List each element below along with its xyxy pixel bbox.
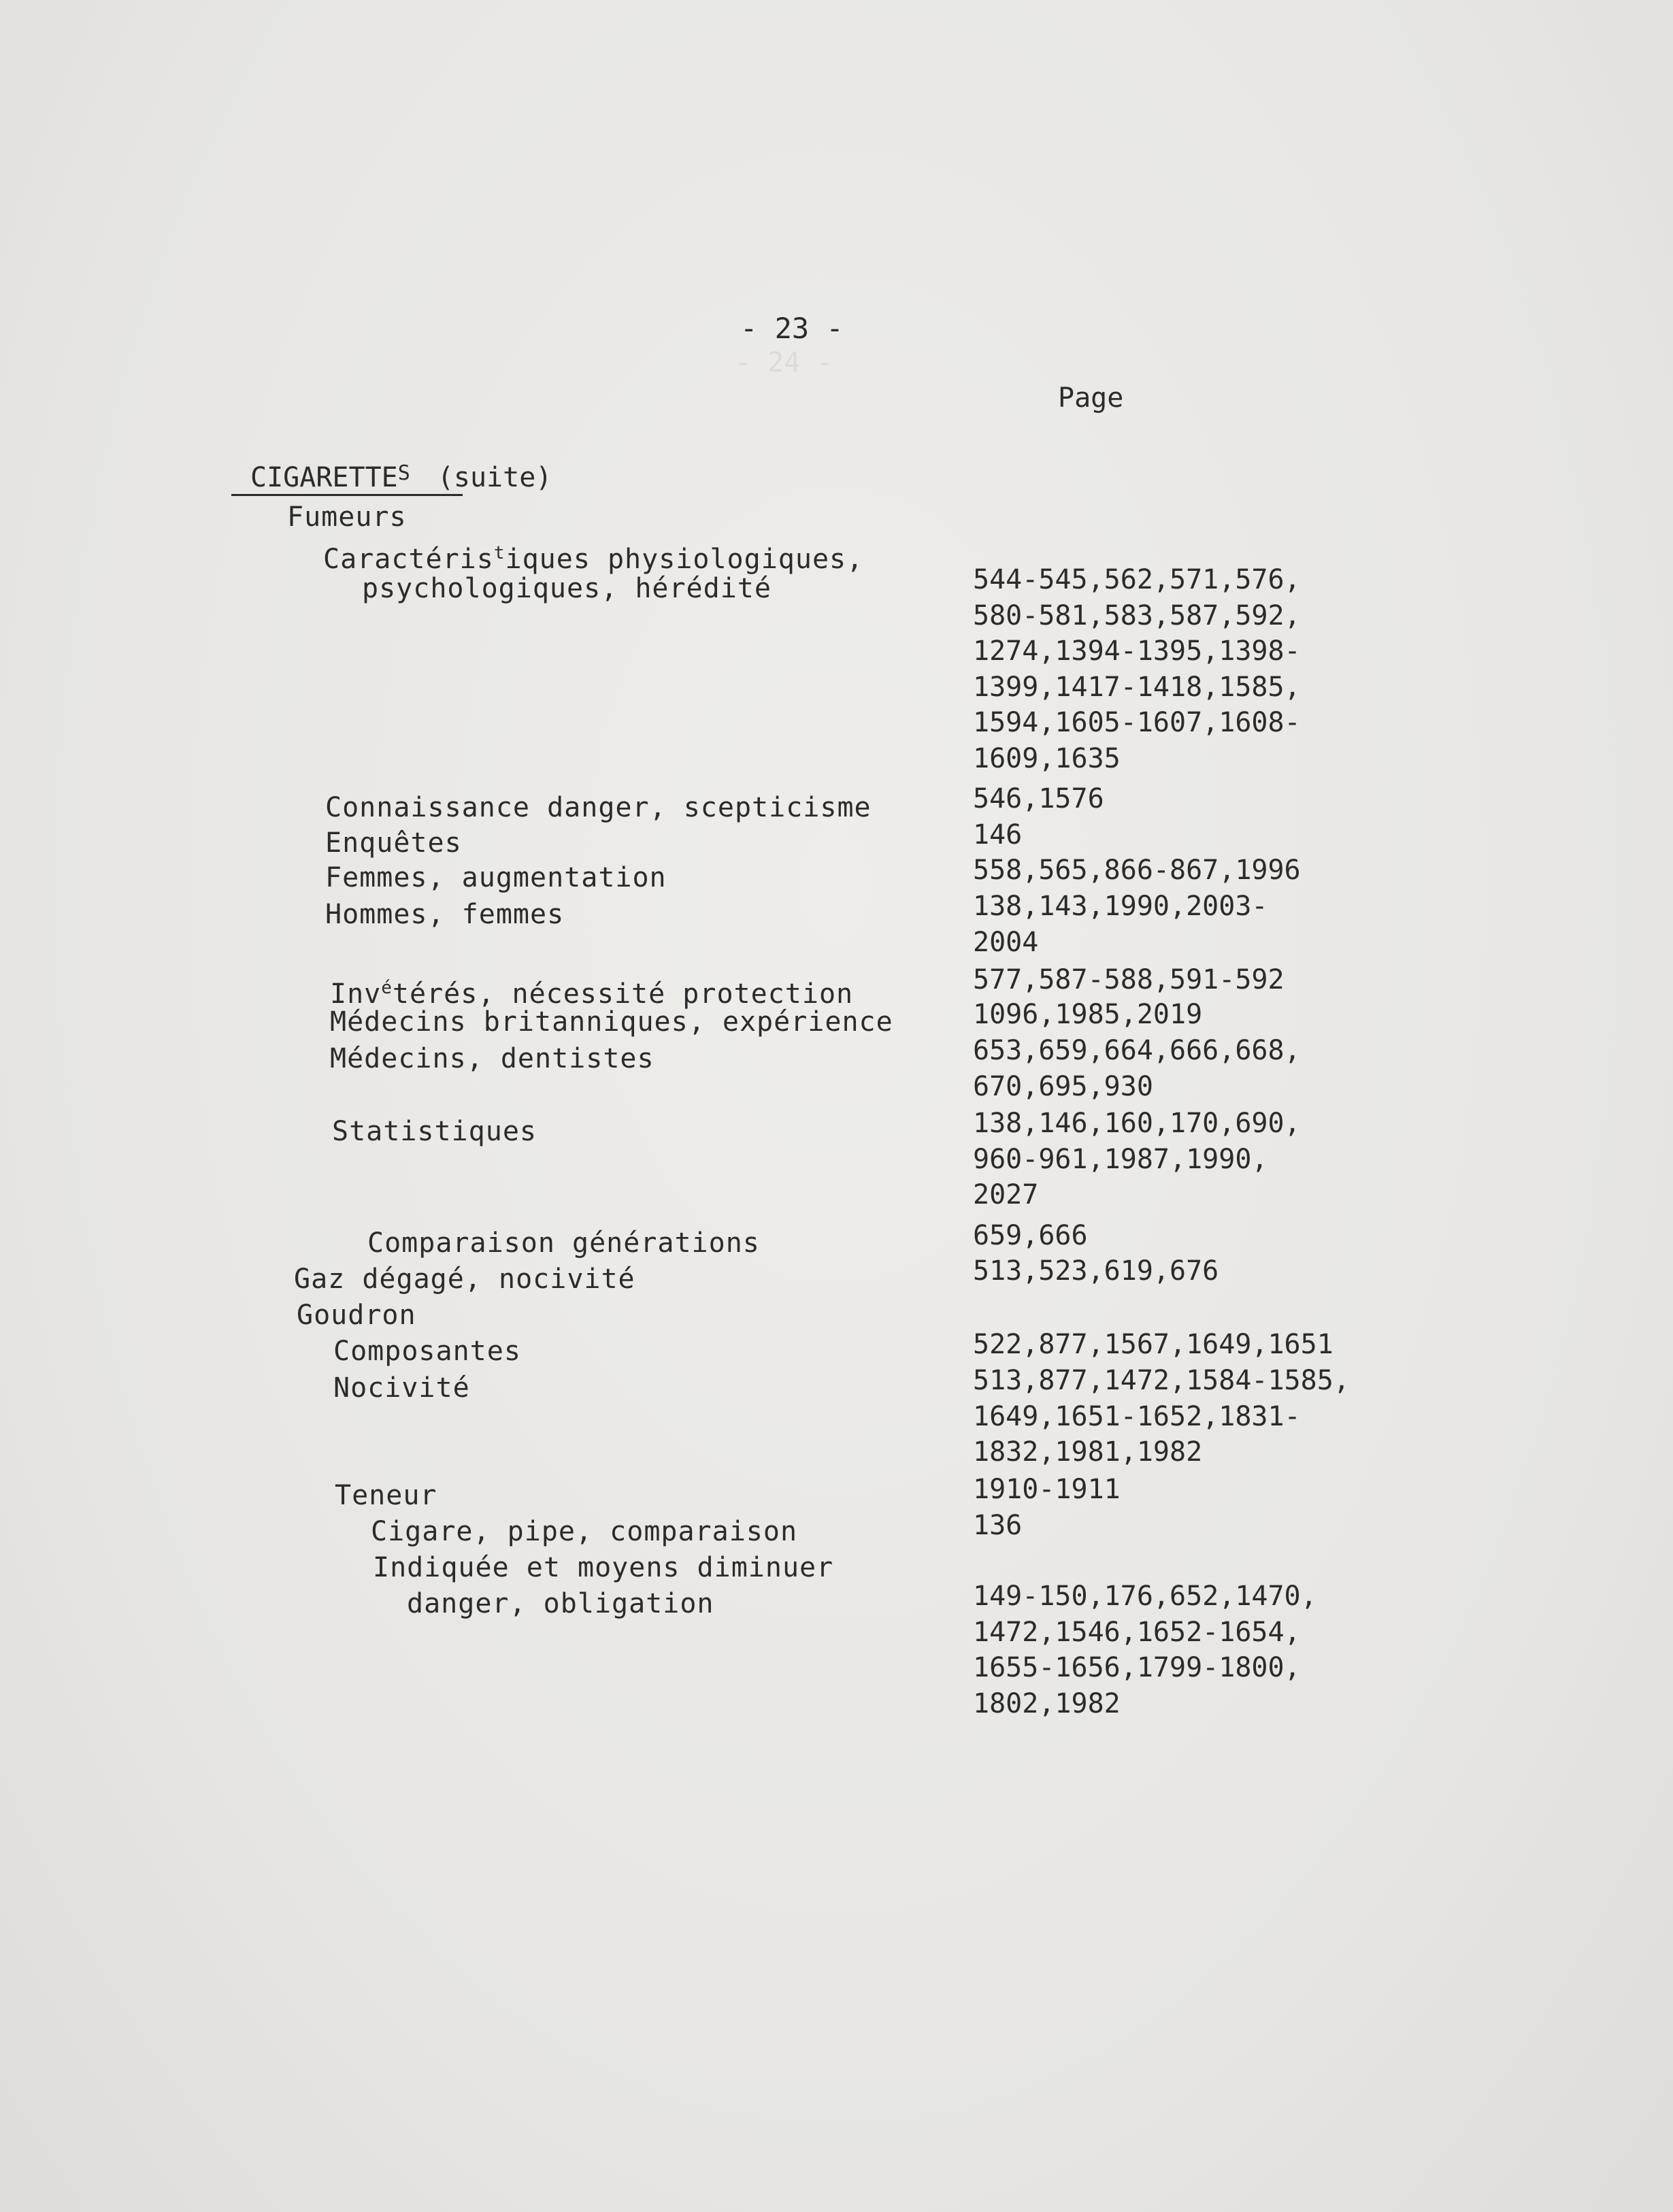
entry-pages: 558,565,866-867,1996 — [973, 855, 1301, 886]
entry-label: Teneur — [335, 1480, 437, 1511]
entry-pages: 653,659,664,666,668, 670,695,930 — [973, 1035, 1301, 1102]
entry-pages: 659,666 — [973, 1220, 1088, 1251]
entry-label: Cigare, pipe, comparaison — [371, 1516, 798, 1547]
entry-label: Caractéris$^t$iques physiologiques, — [323, 543, 864, 575]
entry-label: Femmes, augmentation — [325, 862, 667, 893]
entry-pages: 138,143,1990,2003- 2004 — [973, 891, 1268, 958]
entry-label: Médecins, dentistes — [330, 1043, 655, 1074]
heading-s: S — [397, 461, 410, 485]
entry-label: Indiquée et moyens diminuer — [373, 1552, 834, 1583]
entry-pages: 513,877,1472,1584-1585, 1649,1651-1652,1831- 1832,1981,1982 — [973, 1365, 1350, 1468]
entry-pages: 577,587-588,591-592 — [973, 964, 1285, 995]
entry-pages: 513,523,619,676 — [973, 1255, 1219, 1287]
page-number: - 23 - — [740, 312, 844, 345]
entry-label: Fumeurs — [287, 501, 407, 533]
entry-pages: 546,1576 — [973, 783, 1104, 814]
entry-label: Médecins britanniques, expérience — [330, 1006, 893, 1038]
entry-pages: 522,877,1567,1649,1651 — [973, 1329, 1334, 1360]
entry-label: Statistiques — [332, 1116, 537, 1147]
heading-underline — [231, 494, 463, 496]
page-column-header: Page — [1058, 382, 1124, 414]
entry-label: Comparaison générations — [367, 1227, 760, 1259]
entry-pages: 136 — [973, 1510, 1023, 1541]
entry-label: Gaz dégagé, nocivité — [294, 1264, 635, 1295]
entry-label: Composantes — [333, 1336, 521, 1367]
entry-label: psychologiques, hérédité — [362, 573, 772, 604]
entry-pages: 1096,1985,2019 — [973, 999, 1203, 1030]
entry-label: Hommes, femmes — [325, 899, 565, 930]
heading-main: $CIGARETTE^S$ — [250, 461, 410, 493]
entry-label: Inv$^é$térés, nécessité protection — [330, 978, 854, 1010]
entry-label: Connaissance danger, scepticisme — [325, 792, 872, 823]
entry-label: Goudron — [297, 1300, 416, 1331]
entry-label: Nocivité — [333, 1372, 470, 1404]
entry-pages: 138,146,160,170,690, 960-961,1987,1990, 2027 — [973, 1108, 1301, 1210]
entry-label: danger, obligation — [407, 1588, 714, 1619]
heading-suffix: (suite) — [437, 462, 552, 493]
entry-pages: 1910-1911 — [973, 1474, 1121, 1505]
entry-pages: 149-150,176,652,1470, 1472,1546,1652-1654, 1655-1656,1799-1800, 1802,1982 — [973, 1581, 1317, 1719]
entry-pages: 544-545,562,571,576, 580-581,583,587,592, 1274,1394-1395,1398- 1399,1417-1418,1585, 1594,1605-1607,1608- 1609,1635 — [973, 564, 1301, 774]
section-heading — [250, 461, 552, 493]
entry-label: Enquêtes — [325, 827, 462, 859]
entry-pages: 146 — [973, 819, 1023, 851]
bleed-through: - 24 - — [735, 347, 833, 378]
